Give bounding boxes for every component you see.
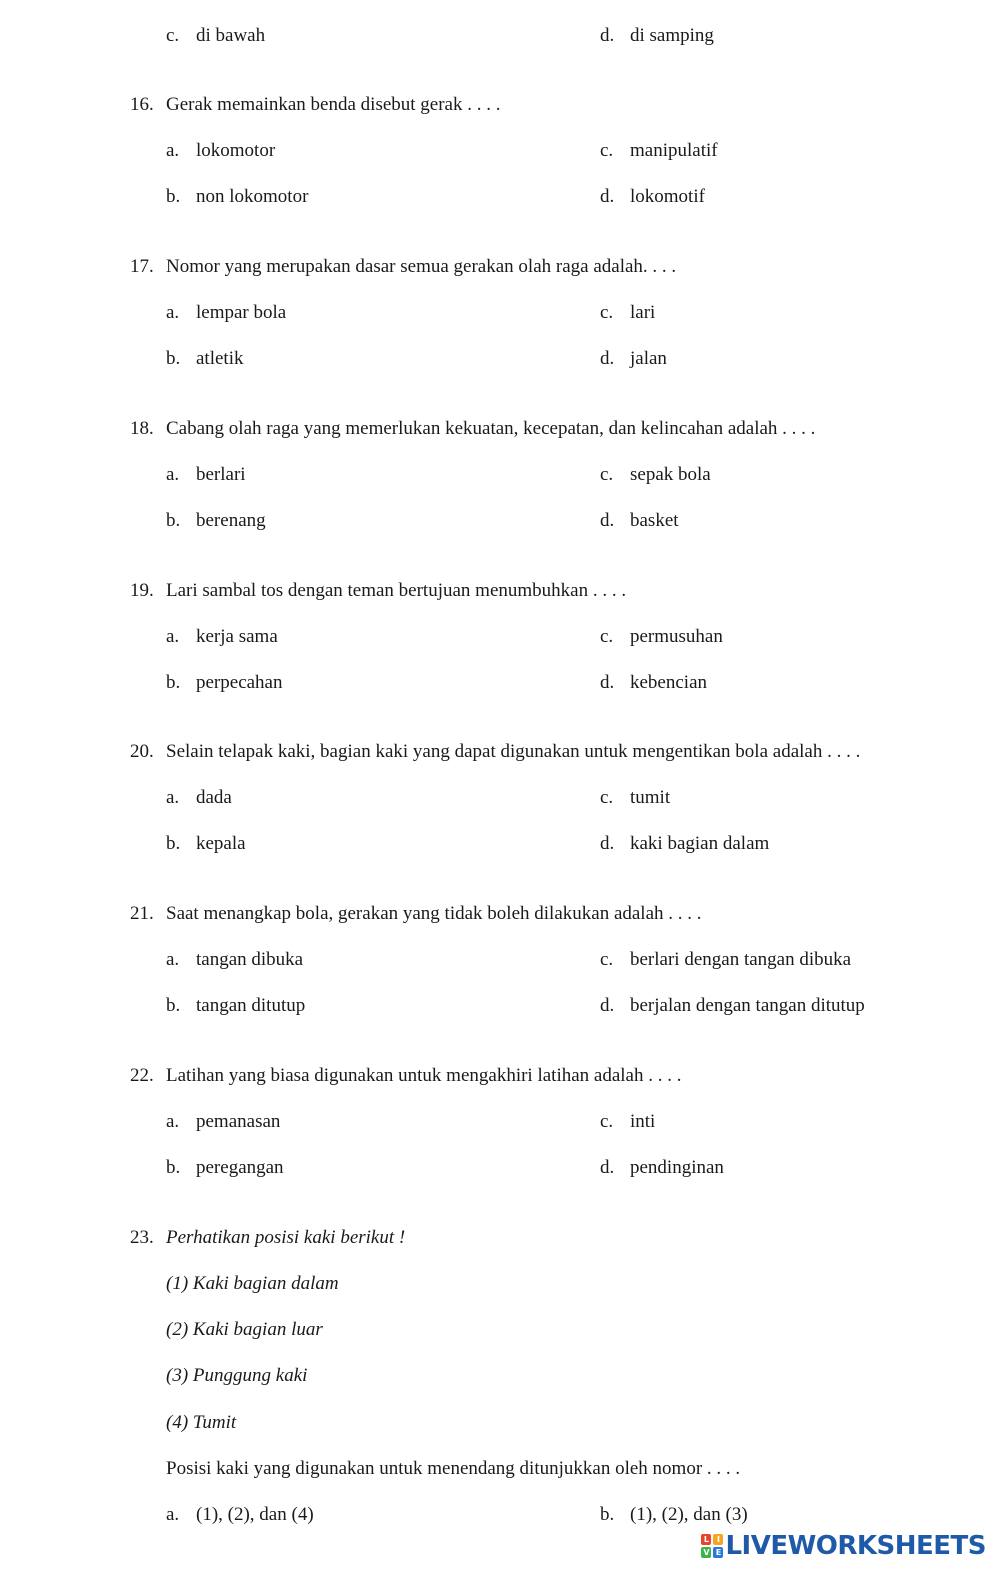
live-grid-cell: V <box>703 1548 710 1557</box>
option-letter: d. <box>600 1157 615 1178</box>
option-d[interactable] <box>600 347 667 371</box>
option-text: manipulatif <box>630 140 718 161</box>
option-letter: b. <box>166 833 181 854</box>
question-number: 19. <box>130 580 154 601</box>
option-letter: a. <box>166 949 180 970</box>
foot-position-item: (1) Kaki bagian dalam <box>166 1273 339 1294</box>
option-letter: c. <box>600 302 614 323</box>
question-number: 20. <box>130 741 154 762</box>
option-letter: d. <box>600 833 615 854</box>
question-text: Cabang olah raga yang memerlukan kekuatan, kecepatan, dan kelincahan adalah . . . . <box>166 418 816 439</box>
question-number: 18. <box>130 418 154 439</box>
option-letter: c. <box>166 25 180 46</box>
foot-position-item: (4) Tumit <box>166 1412 237 1433</box>
option-a[interactable] <box>166 1503 314 1527</box>
live-grid-cell: I <box>713 1534 723 1545</box>
foot-position-item: (2) Kaki bagian luar <box>166 1319 323 1340</box>
option-d[interactable] <box>600 832 769 856</box>
option-letter: a. <box>166 626 180 647</box>
option-b[interactable] <box>166 185 308 209</box>
option-text: atletik <box>196 348 244 369</box>
option-a[interactable] <box>166 625 278 649</box>
option-a[interactable] <box>166 463 246 487</box>
option-text: lari <box>630 302 656 323</box>
option-letter: c. <box>600 787 614 808</box>
option-text: di bawah <box>196 25 266 46</box>
option-text: inti <box>630 1111 656 1132</box>
option-letter: b. <box>166 510 181 531</box>
option-b[interactable] <box>166 671 283 695</box>
option-text: berjalan dengan tangan ditutup <box>630 995 865 1016</box>
option-text: kebencian <box>630 672 708 693</box>
option-c[interactable] <box>600 301 655 325</box>
option-text: berlari <box>196 464 246 485</box>
option-text: tangan dibuka <box>196 949 304 970</box>
question-number: 17. <box>130 256 154 277</box>
option-c[interactable] <box>600 625 723 649</box>
brand-text: LIVEWORKSHEETS <box>725 1531 986 1561</box>
option-b[interactable] <box>166 994 305 1018</box>
question-text: Posisi kaki yang digunakan untuk menendang ditunjukkan oleh nomor . . . . <box>166 1458 741 1479</box>
option-text: lempar bola <box>196 302 287 323</box>
option-b[interactable] <box>166 832 246 856</box>
option-letter: d. <box>600 25 615 46</box>
option-letter: b. <box>166 186 181 207</box>
question-number: 23. <box>130 1227 154 1248</box>
option-text: berenang <box>196 510 266 531</box>
question-number: 16. <box>130 94 154 115</box>
live-grid-icon <box>701 1534 723 1558</box>
option-letter: a. <box>166 1111 180 1132</box>
option-text: sepak bola <box>630 464 711 485</box>
option-letter: d. <box>600 672 615 693</box>
option-letter: c. <box>600 626 614 647</box>
option-letter: d. <box>600 348 615 369</box>
option-d[interactable] <box>600 671 707 695</box>
option-letter: b. <box>166 995 181 1016</box>
foot-position-item: (3) Punggung kaki <box>166 1365 308 1386</box>
option-text: kerja sama <box>196 626 278 647</box>
option-letter: b. <box>166 672 181 693</box>
option-c[interactable] <box>600 1110 655 1134</box>
option-text: non lokomotor <box>196 186 309 207</box>
option-text: pemanasan <box>196 1111 281 1132</box>
q15-option-c[interactable] <box>166 24 265 48</box>
option-text: tumit <box>630 787 671 808</box>
option-b[interactable] <box>166 1156 284 1180</box>
question-text: Gerak memainkan benda disebut gerak . . . . <box>166 94 501 115</box>
question-number: 22. <box>130 1065 154 1086</box>
option-letter: d. <box>600 510 615 531</box>
option-letter: a. <box>166 1504 180 1525</box>
option-d[interactable] <box>600 509 679 533</box>
question-number: 21. <box>130 903 154 924</box>
option-text: kaki bagian dalam <box>630 833 770 854</box>
option-text: jalan <box>630 348 667 369</box>
option-text: kepala <box>196 833 246 854</box>
option-text: perpecahan <box>196 672 283 693</box>
option-c[interactable] <box>600 463 711 487</box>
option-text: lokomotif <box>630 186 705 207</box>
option-text: dada <box>196 787 232 808</box>
option-a[interactable] <box>166 1110 280 1134</box>
option-d[interactable] <box>600 1156 724 1180</box>
option-letter: d. <box>600 186 615 207</box>
option-letter: c. <box>600 140 614 161</box>
question-intro: Perhatikan posisi kaki berikut ! <box>166 1227 406 1248</box>
question-text: Saat menangkap bola, gerakan yang tidak boleh dilakukan adalah . . . . <box>166 903 702 924</box>
option-letter: d. <box>600 995 615 1016</box>
option-b[interactable] <box>166 509 266 533</box>
live-grid-cell: L <box>701 1534 711 1545</box>
option-d[interactable] <box>600 185 705 209</box>
live-grid-cell: E <box>713 1547 723 1558</box>
option-letter: b. <box>166 348 181 369</box>
option-b[interactable] <box>166 347 243 371</box>
option-text: tangan ditutup <box>196 995 306 1016</box>
option-a[interactable] <box>166 301 286 325</box>
option-text: peregangan <box>196 1157 284 1178</box>
option-text: di samping <box>630 25 714 46</box>
option-text: permusuhan <box>630 626 723 647</box>
q15-option-d[interactable] <box>600 24 714 48</box>
question-text: Lari sambal tos dengan teman bertujuan menumbuhkan . . . . <box>166 580 627 601</box>
option-c[interactable] <box>600 139 718 163</box>
option-a[interactable] <box>166 786 232 810</box>
option-letter: b. <box>600 1504 615 1525</box>
question-text: Latihan yang biasa digunakan untuk mengakhiri latihan adalah . . . . <box>166 1065 682 1086</box>
option-letter: c. <box>600 464 614 485</box>
option-text: berlari dengan tangan dibuka <box>630 949 852 970</box>
liveworksheets-logo <box>701 1531 986 1561</box>
option-text: (1), (2), dan (4) <box>196 1504 314 1525</box>
question-text: Nomor yang merupakan dasar semua gerakan olah raga adalah. . . . <box>166 256 677 277</box>
option-d[interactable] <box>600 994 865 1018</box>
option-letter: b. <box>166 1157 181 1178</box>
option-text: (1), (2), dan (3) <box>630 1504 748 1525</box>
option-b[interactable] <box>600 1503 748 1527</box>
option-text: pendinginan <box>630 1157 724 1178</box>
option-text: basket <box>630 510 679 531</box>
option-letter: c. <box>600 1111 614 1132</box>
option-a[interactable] <box>166 948 303 972</box>
question-text: Selain telapak kaki, bagian kaki yang dapat digunakan untuk mengentikan bola adalah . . . . <box>166 741 861 762</box>
option-c[interactable] <box>600 786 670 810</box>
option-letter: c. <box>600 949 614 970</box>
option-text: lokomotor <box>196 140 276 161</box>
option-letter: a. <box>166 302 180 323</box>
option-letter: a. <box>166 140 180 161</box>
option-a[interactable] <box>166 139 275 163</box>
option-c[interactable] <box>600 948 851 972</box>
option-letter: a. <box>166 787 180 808</box>
option-letter: a. <box>166 464 180 485</box>
